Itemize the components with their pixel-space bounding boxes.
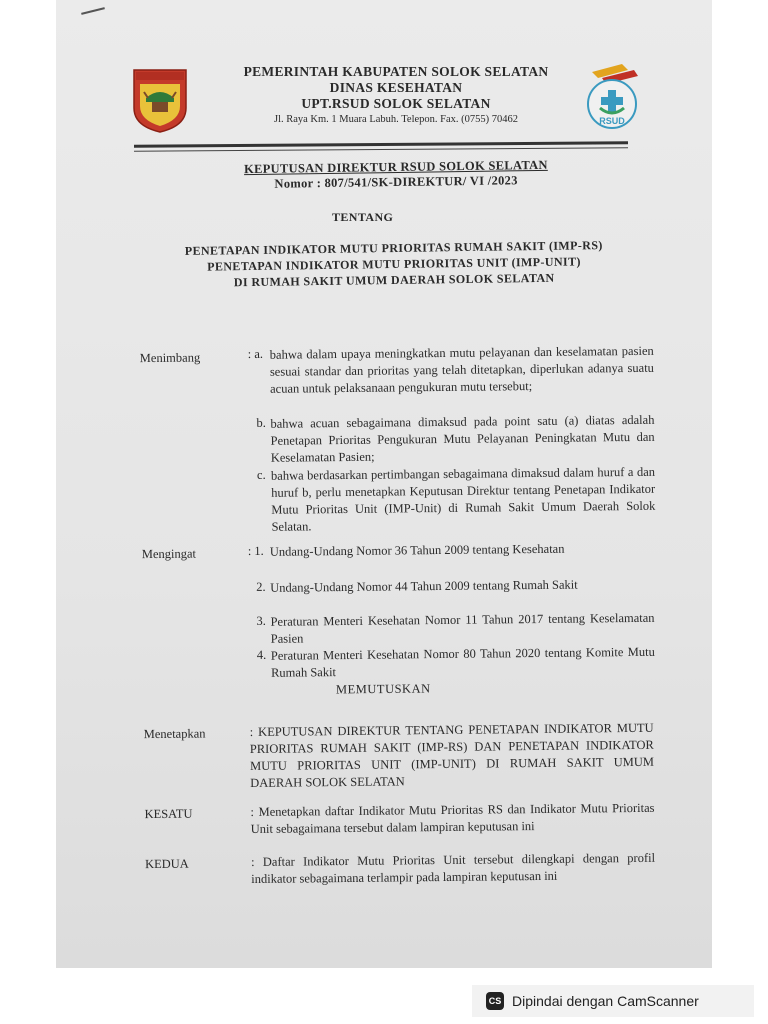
- kesatu-label: KESATU: [144, 806, 193, 822]
- decree-subject-line: PENETAPAN INDIKATOR MUTU PRIORITAS RUMAH SAKIT (IMP-RS): [184, 238, 603, 258]
- menimbang-item: bahwa berdasarkan pertimbangan sebagaimana dimaksud dalam huruf a dan huruf b, perlu menetapkan Keputusan Direktur tentang Penetapan Indikator Mutu Prioritas Unit (IMP-Unit) di Rumah Sakit Umum Daerah Solok Selatan.: [270, 464, 656, 534]
- mengingat-item: Undang-Undang Nomor 36 Tahun 2009 tentang Kesehatan: [269, 541, 565, 559]
- camscanner-text: Dipindai dengan CamScanner: [512, 993, 699, 1009]
- decree-subject-line: PENETAPAN INDIKATOR MUTU PRIORITAS UNIT (IMP-UNIT): [207, 254, 581, 274]
- kesatu-text: : Menetapkan daftar Indikator Mutu Prioritas RS dan Indikator Mutu Prioritas Unit sebagaimana tersebut dalam lampiran keputusan ini: [250, 800, 655, 837]
- tentang-label: TENTANG: [332, 210, 394, 224]
- memutuskan-heading: MEMUTUSKAN: [335, 681, 431, 697]
- scanned-document-page: [56, 0, 712, 968]
- letterhead-address: Jl. Raya Km. 1 Muara Labuh. Telepon. Fax. (0755) 70462: [273, 114, 519, 125]
- svg-text:RSUD: RSUD: [599, 116, 625, 126]
- list-marker: : a.: [247, 346, 264, 362]
- list-marker: b.: [256, 415, 266, 430]
- letterhead-hospital: UPT.RSUD SOLOK SELATAN: [301, 96, 491, 111]
- menimbang-label: Menimbang: [139, 350, 201, 366]
- kedua-label: KEDUA: [144, 856, 189, 872]
- menimbang-item: bahwa dalam upaya meningkatkan mutu pelayanan dan keselamatan pasien sesuai standar dan prioritas yang telah ditetapkan, diperlukan adanya suatu acuan untuk pelaksanaan pengukuran mutu tersebut;: [269, 343, 654, 396]
- letterhead-government: PEMERINTAH KABUPATEN SOLOK SELATAN: [243, 64, 549, 79]
- mengingat-item: Undang-Undang Nomor 44 Tahun 2009 tentang Rumah Sakit: [270, 577, 578, 595]
- menimbang-item: bahwa acuan sebagaimana dimaksud pada point satu (a) diatas adalah Penetapan Prioritas Pengukuran Mutu Pelayanan Peningkatan Mutu dan Keselamatan Pasien;: [270, 412, 655, 465]
- decree-subject-line: DI RUMAH SAKIT UMUM DAERAH SOLOK SELATAN: [233, 270, 555, 290]
- menetapkan-text: : KEPUTUSAN DIREKTUR TENTANG PENETAPAN INDIKATOR MUTU PRIORITAS RUMAH SAKIT (IMP-RS) DAN PENETAPAN INDIKATOR MUTU PRIORITAS UNIT (IMP-UNIT) DI RUMAH SAKIT UMUM DAERAH SOLOK SELATAN: [249, 720, 655, 791]
- camscanner-icon: CS: [486, 992, 504, 1010]
- camscanner-watermark: [472, 985, 754, 1017]
- decree-body: [56, 0, 722, 968]
- letterhead-department: DINAS KESEHATAN: [329, 80, 463, 95]
- list-marker: : 1.: [247, 543, 264, 559]
- list-marker: c.: [256, 467, 266, 482]
- kedua-text: : Daftar Indikator Mutu Prioritas Unit tersebut dilengkapi dengan profil indikator sebagaimana terlampir pada lampiran keputusan ini: [250, 850, 656, 887]
- menetapkan-label: Menetapkan: [143, 726, 206, 742]
- decree-heading: KEPUTUSAN DIREKTUR RSUD SOLOK SELATAN: [243, 157, 548, 177]
- list-marker: 3.: [256, 613, 266, 628]
- list-marker: 2.: [256, 579, 266, 594]
- list-marker: 4.: [256, 647, 267, 662]
- mengingat-label: Mengingat: [141, 546, 197, 562]
- mengingat-item: Peraturan Menteri Kesehatan Nomor 80 Tahun 2020 tentang Komite Mutu Rumah Sakit: [270, 644, 655, 680]
- mengingat-item: Peraturan Menteri Kesehatan Nomor 11 Tahun 2017 tentang Keselamatan Pasien: [270, 610, 655, 646]
- decree-number: Nomor : 807/541/SK-DIREKTUR/ VI /2023: [274, 173, 518, 191]
